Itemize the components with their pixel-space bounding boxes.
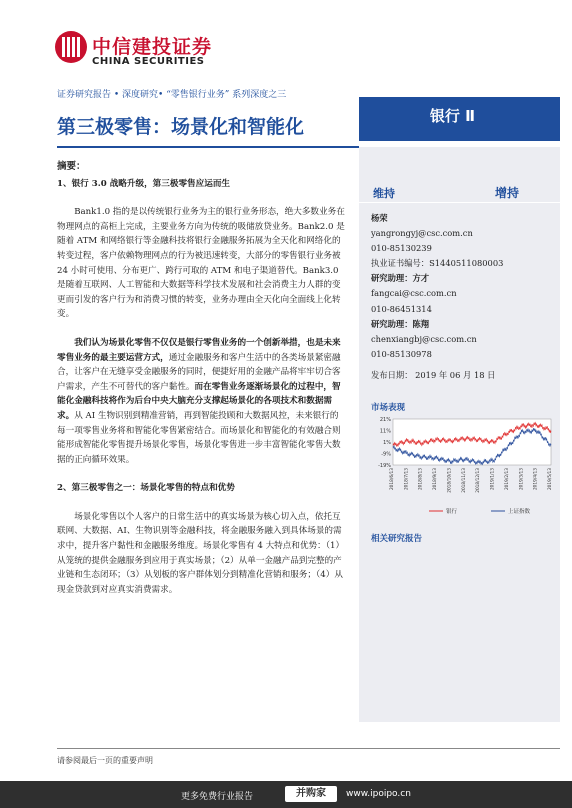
promo-banner[interactable] (0, 781, 572, 808)
y-tick-label: -19% (378, 463, 391, 469)
publish-date: 发布日期： 2019 年 06 月 18 日 (371, 369, 496, 380)
report-series-breadcrumb: 证券研究报告 • 深度研究• “零售银行业务” 系列深度之三 (57, 90, 287, 100)
section-1-heading: 1、银行 3.0 战略升级，第三极零售应运而生 (57, 178, 231, 189)
banner-url-link[interactable]: www.ipoipo.cn (346, 789, 411, 799)
paragraph-2-tail: 从 AI 生物识别到精准营销，再到智能投顾和大数据风控，未来银行的每一项零售业务将和智能化零售紧密结合。而场景化和智能化的有效融合则能形成智能化零售提升场景化零售，场景化零售进一步丰富智能化零售大数据的正向循环效果。 (57, 410, 341, 465)
analyst-license: 执业证书编号：S1440511080003 (371, 258, 504, 269)
assistant-1-name: 研究助理：方才 (371, 273, 430, 284)
analyst-phone: 010-85130239 (371, 243, 432, 254)
disclaimer-note: 请参阅最后一页的重要声明 (57, 756, 153, 765)
paragraph-2-bold-lead: 我们认为场景化零售不仅仅是银行零售业务的一个创新举措，也是未来零售业务的最主要运营方式， (57, 337, 341, 363)
analyst-info (371, 211, 556, 383)
x-tick-label: 2018/7/13 (404, 468, 410, 491)
sector-banner (359, 97, 560, 141)
section-1-paragraph-2 (57, 336, 347, 467)
assistant-1-email: fangcai@csc.com.cn (371, 288, 457, 299)
paragraph-2-bold-second: 而在零售业务逐渐场景化的过程中，智能化金融科技将作为后台中央大脑充分支撑起场景化的各项技术和数据需求。 (57, 381, 341, 421)
banner-brand-text: 并购家 (296, 788, 326, 799)
abstract-label: 摘要： (57, 161, 86, 172)
x-tick-label: 2018/9/13 (433, 468, 439, 491)
analyst-email: yangrongyj@csc.com.cn (371, 228, 473, 239)
x-tick-label: 2019/3/13 (519, 468, 525, 491)
company-logo-icon (55, 31, 87, 63)
section-2-paragraph-1: 场景化零售以个人客户的日常生活中的真实场景为核心切入点，依托互联网、大数据、AI、生物识别等金融科技，将金融服务融入到具体场景的需求中，提升客户黏性和金融服务维度。场景化零售有 4 大特点和优势：（1）从笼统的提供金融服务到应用于真实场景；（2）从单一金融产品到完整的产业链和生态闭环；（3）从划板的客户群体划分到精准化营销和服务；（4）从现金贷款到对应真实消费需求。 (57, 511, 345, 595)
x-tick-label: 2018/12/13 (476, 468, 482, 493)
title-divider (57, 146, 359, 148)
banner-brand-badge (285, 786, 337, 802)
x-tick-label: 2019/1/13 (490, 468, 496, 491)
legend-label-1: 上证指数 (508, 509, 531, 515)
assistant-2-name: 研究助理：陈翔 (371, 318, 430, 329)
y-tick-label: 21% (379, 417, 391, 423)
footer-divider (57, 748, 560, 749)
rating-row (359, 182, 560, 203)
paragraph-2-middle: 通过金融服务和客户生活中的各类场景紧密融合，让客户在无缝享受金融服务的同时，便捷好用的金融产品将牢牢切合客户需求，产生不可替代的客户黏性。 (57, 352, 341, 392)
x-tick-label: 2019/4/13 (533, 468, 539, 491)
x-tick-label: 2018/6/13 (390, 468, 395, 491)
assistant-2-phone: 010-85130978 (371, 348, 432, 359)
section-1-paragraph-1: Bank1.0 指的是以传统银行业务为主的银行业务形态，绝大多数业务在物理网点的高柜上完成，主要业务方向为传统的吸储放贷业务。Bank2.0 是随着 ATM 和网络银行等金融科技将银行金融服务拓展为全天化和网络化的转变过程，客户依赖物理网点的行为被迅速转变，大部分的零售银行业务被 24 小时可使用、分布更广、跨行可取的 ATM 和电子渠道替代。Bank3.0 是随着互联网、人工智能和大数据等科学技术发展和社会消费主力人群的变更而引发的客户行为和消费习惯的转变，业务办理由全天化向全面线上化转变。 (57, 207, 345, 320)
analyst-name: 杨荣 (371, 213, 388, 223)
assistant-2-email: chenxiangbj@csc.com.cn (371, 333, 477, 344)
sector-label: 银行 Ⅱ (429, 107, 475, 125)
assistant-1-phone: 010-86451314 (371, 303, 432, 314)
rating-previous: 维持 (373, 187, 395, 200)
x-tick-label: 2019/5/13 (548, 468, 553, 491)
legend-label-0: 银行 (446, 509, 458, 515)
logo-english-name: CHINA SECURITIES (92, 56, 205, 67)
x-tick-label: 2019/2/13 (504, 468, 510, 491)
rating-current: 增持 (495, 186, 520, 200)
banner-left-text: 更多免费行业报告 (181, 792, 254, 802)
x-tick-label: 2018/11/13 (461, 468, 467, 493)
market-performance-heading: 市场表现 (371, 403, 406, 413)
logo-chinese-name: 中信建投证券 (92, 36, 213, 58)
y-tick-label: 1% (383, 440, 391, 446)
report-title: 第三极零售：场景化和智能化 (57, 116, 305, 138)
y-tick-label: -9% (381, 451, 391, 458)
x-tick-label: 2018/10/13 (447, 468, 453, 493)
related-reports-heading: 相关研究报告 (371, 534, 423, 544)
market-performance-chart (367, 415, 557, 515)
market-chart-svg (367, 415, 557, 515)
section-2-heading: 2、第三极零售之一：场景化零售的特点和优势 (57, 483, 235, 494)
info-sidebar (359, 147, 560, 722)
main-content (57, 160, 347, 597)
y-tick-label: 11% (379, 428, 391, 435)
x-tick-label: 2018/8/13 (418, 468, 424, 491)
